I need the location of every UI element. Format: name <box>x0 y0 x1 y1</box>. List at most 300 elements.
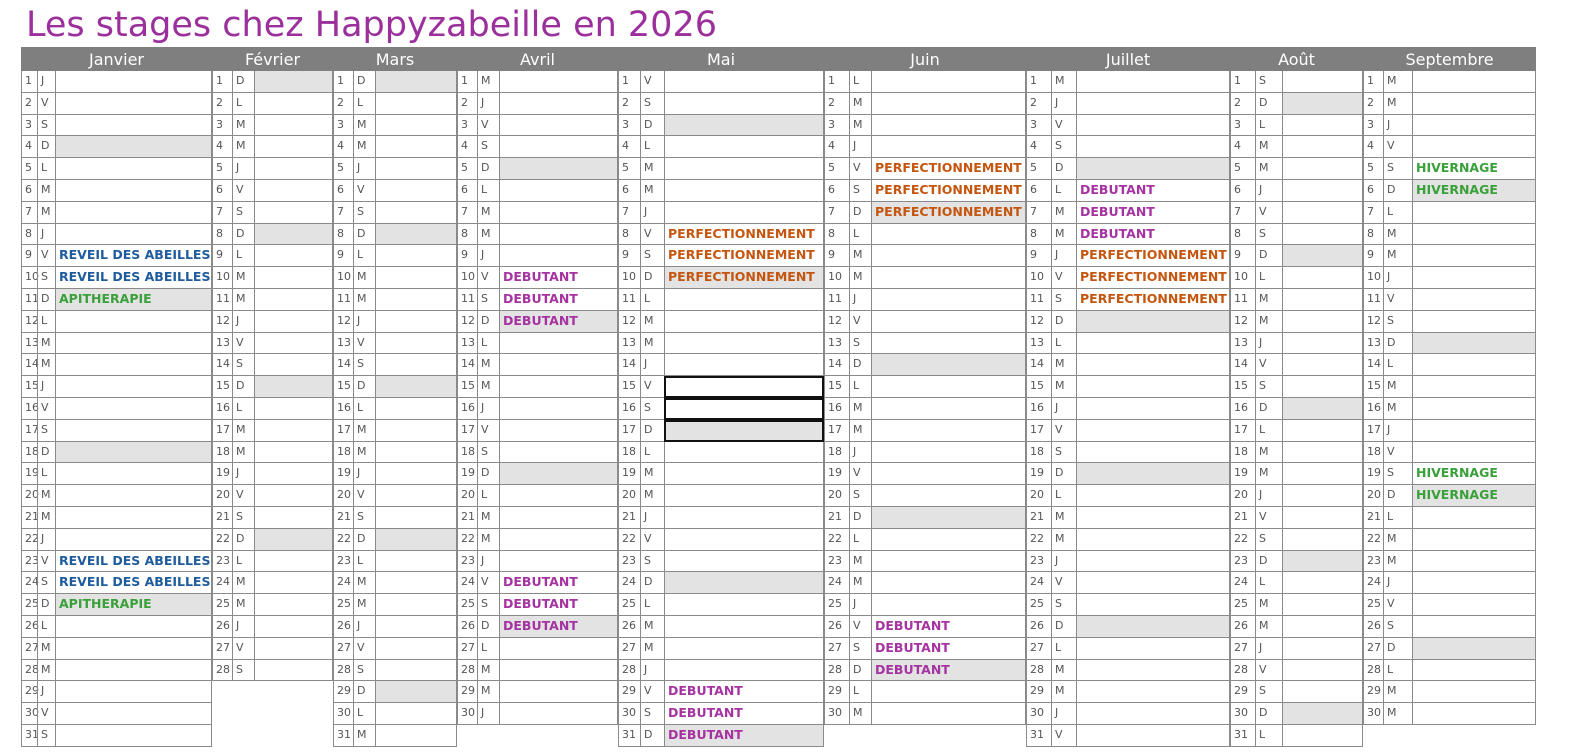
event-cell[interactable] <box>55 660 212 682</box>
event-cell[interactable] <box>375 485 457 507</box>
day-row[interactable] <box>457 158 618 180</box>
event-cell[interactable] <box>254 115 333 137</box>
event-cell[interactable] <box>1282 136 1363 158</box>
day-row[interactable] <box>212 551 333 573</box>
event-cell[interactable] <box>499 136 618 158</box>
event-cell[interactable] <box>664 202 824 224</box>
event-cell[interactable]: PERFECTIONNEMENT <box>1076 245 1230 267</box>
day-row[interactable] <box>457 224 618 246</box>
event-cell[interactable] <box>1076 463 1230 485</box>
event-cell[interactable] <box>55 333 212 355</box>
day-row[interactable] <box>1363 681 1536 703</box>
day-row[interactable] <box>457 245 618 267</box>
day-row[interactable] <box>333 354 457 376</box>
event-cell[interactable] <box>55 93 212 115</box>
day-row[interactable] <box>1230 93 1363 115</box>
day-row[interactable] <box>21 442 212 464</box>
day-row[interactable] <box>824 115 1026 137</box>
day-row[interactable] <box>457 681 618 703</box>
day-row[interactable] <box>212 594 333 616</box>
event-cell[interactable] <box>1076 681 1230 703</box>
event-cell[interactable] <box>1282 725 1363 747</box>
event-cell[interactable] <box>55 507 212 529</box>
event-cell[interactable] <box>664 485 824 507</box>
day-row[interactable] <box>824 507 1026 529</box>
day-row[interactable] <box>21 136 212 158</box>
day-row[interactable] <box>1230 267 1363 289</box>
day-row[interactable] <box>1363 202 1536 224</box>
day-row[interactable] <box>1230 638 1363 660</box>
event-cell[interactable] <box>1282 333 1363 355</box>
event-cell[interactable]: HIVERNAGE <box>1412 485 1536 507</box>
event-cell[interactable]: PERFECTIONNEMENT <box>1076 289 1230 311</box>
event-cell[interactable] <box>1412 660 1536 682</box>
day-row[interactable] <box>618 681 824 703</box>
day-row[interactable] <box>333 463 457 485</box>
event-cell[interactable] <box>664 180 824 202</box>
event-cell[interactable] <box>375 354 457 376</box>
event-cell[interactable] <box>1076 703 1230 725</box>
day-row[interactable] <box>212 616 333 638</box>
day-row[interactable] <box>333 507 457 529</box>
day-row[interactable] <box>1026 93 1230 115</box>
event-cell[interactable] <box>1412 93 1536 115</box>
event-cell[interactable] <box>871 376 1026 398</box>
day-row[interactable] <box>1230 681 1363 703</box>
event-cell[interactable]: DEBUTANT <box>664 703 824 725</box>
day-row[interactable] <box>824 93 1026 115</box>
event-cell[interactable] <box>55 703 212 725</box>
day-row[interactable] <box>1363 289 1536 311</box>
day-row[interactable] <box>212 398 333 420</box>
day-row[interactable] <box>212 442 333 464</box>
day-row[interactable] <box>212 660 333 682</box>
event-cell[interactable] <box>664 354 824 376</box>
event-cell[interactable] <box>375 463 457 485</box>
day-row[interactable] <box>1363 529 1536 551</box>
day-row[interactable] <box>212 245 333 267</box>
day-row[interactable] <box>618 485 824 507</box>
event-cell[interactable]: DEBUTANT <box>664 725 824 747</box>
event-cell[interactable] <box>55 158 212 180</box>
day-row[interactable] <box>1363 158 1536 180</box>
day-row[interactable] <box>1230 551 1363 573</box>
day-row[interactable] <box>21 289 212 311</box>
day-row[interactable] <box>21 638 212 660</box>
day-row[interactable] <box>618 551 824 573</box>
day-row[interactable] <box>1363 463 1536 485</box>
day-row[interactable] <box>1230 115 1363 137</box>
day-row[interactable] <box>1230 420 1363 442</box>
event-cell[interactable]: PERFECTIONNEMENT <box>664 267 824 289</box>
event-cell[interactable] <box>499 420 618 442</box>
day-row[interactable] <box>333 420 457 442</box>
event-cell[interactable] <box>499 638 618 660</box>
event-cell[interactable] <box>1412 507 1536 529</box>
event-cell[interactable] <box>1282 616 1363 638</box>
event-cell[interactable] <box>871 507 1026 529</box>
day-row[interactable] <box>824 71 1026 93</box>
event-cell[interactable] <box>499 376 618 398</box>
event-cell[interactable] <box>1282 289 1363 311</box>
event-cell[interactable]: DEBUTANT <box>664 681 824 703</box>
day-row[interactable] <box>333 333 457 355</box>
event-cell[interactable]: DEBUTANT <box>871 616 1026 638</box>
day-row[interactable] <box>21 463 212 485</box>
day-row[interactable] <box>1363 485 1536 507</box>
event-cell[interactable] <box>55 616 212 638</box>
day-row[interactable] <box>212 354 333 376</box>
event-cell[interactable] <box>871 93 1026 115</box>
day-row[interactable] <box>333 681 457 703</box>
event-cell[interactable] <box>55 463 212 485</box>
event-cell[interactable]: DEBUTANT <box>499 572 618 594</box>
event-cell[interactable] <box>1076 638 1230 660</box>
event-cell[interactable]: HIVERNAGE <box>1412 463 1536 485</box>
event-cell[interactable] <box>1282 463 1363 485</box>
day-row[interactable] <box>457 507 618 529</box>
day-row[interactable] <box>824 572 1026 594</box>
day-row[interactable] <box>21 333 212 355</box>
day-row[interactable] <box>457 376 618 398</box>
event-cell[interactable] <box>1282 202 1363 224</box>
day-row[interactable] <box>1230 202 1363 224</box>
day-row[interactable] <box>333 572 457 594</box>
event-cell[interactable] <box>55 354 212 376</box>
event-cell[interactable] <box>375 507 457 529</box>
event-cell[interactable] <box>254 529 333 551</box>
event-cell[interactable]: DEBUTANT <box>871 660 1026 682</box>
event-cell[interactable]: PERFECTIONNEMENT <box>871 158 1026 180</box>
event-cell[interactable] <box>254 311 333 333</box>
event-cell[interactable] <box>1412 224 1536 246</box>
day-row[interactable] <box>21 420 212 442</box>
event-cell[interactable] <box>871 572 1026 594</box>
day-row[interactable] <box>21 354 212 376</box>
day-row[interactable] <box>1026 354 1230 376</box>
event-cell[interactable] <box>254 333 333 355</box>
event-cell[interactable] <box>1076 485 1230 507</box>
event-cell[interactable]: PERFECTIONNEMENT <box>664 245 824 267</box>
day-row[interactable] <box>1230 725 1363 747</box>
day-row[interactable] <box>333 485 457 507</box>
day-row[interactable] <box>212 180 333 202</box>
day-row[interactable] <box>1363 420 1536 442</box>
event-cell[interactable] <box>499 93 618 115</box>
event-cell[interactable]: DEBUTANT <box>499 616 618 638</box>
day-row[interactable] <box>333 158 457 180</box>
event-cell[interactable] <box>55 180 212 202</box>
event-cell[interactable] <box>499 354 618 376</box>
day-row[interactable] <box>1026 289 1230 311</box>
event-cell[interactable] <box>375 681 457 703</box>
day-row[interactable] <box>212 224 333 246</box>
event-cell[interactable] <box>375 638 457 660</box>
event-cell[interactable] <box>55 224 212 246</box>
day-row[interactable] <box>212 71 333 93</box>
event-cell[interactable] <box>664 551 824 573</box>
day-row[interactable] <box>1026 224 1230 246</box>
event-cell[interactable] <box>871 681 1026 703</box>
event-cell[interactable] <box>1412 638 1536 660</box>
event-cell[interactable]: PERFECTIONNEMENT <box>1076 267 1230 289</box>
event-cell[interactable] <box>1282 681 1363 703</box>
event-cell[interactable] <box>1412 442 1536 464</box>
day-row[interactable] <box>618 420 824 442</box>
event-cell[interactable] <box>375 333 457 355</box>
day-row[interactable] <box>333 136 457 158</box>
event-cell[interactable] <box>1282 594 1363 616</box>
day-row[interactable] <box>1230 180 1363 202</box>
event-cell[interactable] <box>375 420 457 442</box>
day-row[interactable] <box>824 681 1026 703</box>
day-row[interactable] <box>212 420 333 442</box>
event-cell[interactable] <box>871 224 1026 246</box>
day-row[interactable] <box>333 180 457 202</box>
day-row[interactable] <box>1363 442 1536 464</box>
event-cell[interactable] <box>1076 71 1230 93</box>
day-row[interactable] <box>618 594 824 616</box>
event-cell[interactable] <box>1076 507 1230 529</box>
day-row[interactable] <box>1363 224 1536 246</box>
event-cell[interactable] <box>499 485 618 507</box>
event-cell[interactable]: HIVERNAGE <box>1412 180 1536 202</box>
event-cell[interactable] <box>1076 311 1230 333</box>
day-row[interactable] <box>457 71 618 93</box>
day-row[interactable] <box>1026 202 1230 224</box>
event-cell[interactable] <box>375 158 457 180</box>
day-row[interactable] <box>333 267 457 289</box>
day-row[interactable] <box>618 311 824 333</box>
event-cell[interactable]: DEBUTANT <box>499 289 618 311</box>
day-row[interactable] <box>1363 267 1536 289</box>
day-row[interactable] <box>212 311 333 333</box>
day-row[interactable] <box>1026 398 1230 420</box>
event-cell[interactable] <box>375 442 457 464</box>
day-row[interactable] <box>21 376 212 398</box>
event-cell[interactable] <box>1412 311 1536 333</box>
event-cell[interactable] <box>1412 245 1536 267</box>
day-row[interactable] <box>333 224 457 246</box>
day-row[interactable] <box>21 245 212 267</box>
day-row[interactable] <box>618 376 824 398</box>
day-row[interactable] <box>457 398 618 420</box>
event-cell[interactable] <box>1412 289 1536 311</box>
day-row[interactable] <box>212 202 333 224</box>
day-row[interactable] <box>21 551 212 573</box>
day-row[interactable] <box>212 136 333 158</box>
day-row[interactable] <box>21 224 212 246</box>
day-row[interactable] <box>1230 594 1363 616</box>
event-cell[interactable] <box>55 311 212 333</box>
event-cell[interactable] <box>499 442 618 464</box>
event-cell[interactable] <box>499 507 618 529</box>
day-row[interactable] <box>1363 311 1536 333</box>
event-cell[interactable] <box>1076 420 1230 442</box>
day-row[interactable] <box>618 158 824 180</box>
event-cell[interactable] <box>499 224 618 246</box>
event-cell[interactable] <box>1412 376 1536 398</box>
day-row[interactable] <box>1363 507 1536 529</box>
event-cell[interactable] <box>1412 333 1536 355</box>
day-row[interactable] <box>618 180 824 202</box>
day-row[interactable] <box>618 703 824 725</box>
event-cell[interactable] <box>1282 572 1363 594</box>
event-cell[interactable] <box>871 463 1026 485</box>
event-cell[interactable] <box>375 224 457 246</box>
day-row[interactable] <box>1363 71 1536 93</box>
day-row[interactable] <box>824 158 1026 180</box>
day-row[interactable] <box>21 594 212 616</box>
day-row[interactable] <box>1363 551 1536 573</box>
day-row[interactable] <box>1363 136 1536 158</box>
event-cell[interactable] <box>664 442 824 464</box>
event-cell[interactable] <box>664 136 824 158</box>
event-cell[interactable] <box>1282 485 1363 507</box>
event-cell[interactable] <box>55 442 212 464</box>
event-cell[interactable] <box>871 529 1026 551</box>
event-cell[interactable] <box>871 245 1026 267</box>
day-row[interactable] <box>457 485 618 507</box>
event-cell[interactable] <box>1282 442 1363 464</box>
day-row[interactable] <box>824 354 1026 376</box>
event-cell[interactable] <box>664 594 824 616</box>
event-cell[interactable] <box>1282 71 1363 93</box>
day-row[interactable] <box>457 594 618 616</box>
day-row[interactable] <box>1026 71 1230 93</box>
day-row[interactable] <box>824 202 1026 224</box>
event-cell[interactable] <box>254 616 333 638</box>
event-cell[interactable] <box>664 660 824 682</box>
day-row[interactable] <box>1230 485 1363 507</box>
day-row[interactable] <box>1026 463 1230 485</box>
event-cell[interactable] <box>1282 93 1363 115</box>
event-cell[interactable] <box>375 376 457 398</box>
event-cell[interactable] <box>1282 267 1363 289</box>
day-row[interactable] <box>21 529 212 551</box>
event-cell[interactable] <box>1076 158 1230 180</box>
event-cell[interactable] <box>254 180 333 202</box>
event-cell[interactable] <box>871 485 1026 507</box>
event-cell[interactable] <box>1412 267 1536 289</box>
day-row[interactable] <box>1363 354 1536 376</box>
event-cell[interactable] <box>664 616 824 638</box>
event-cell[interactable] <box>1412 420 1536 442</box>
event-cell[interactable] <box>1076 376 1230 398</box>
event-cell[interactable] <box>871 420 1026 442</box>
day-row[interactable] <box>824 289 1026 311</box>
day-row[interactable] <box>618 616 824 638</box>
day-row[interactable] <box>618 398 824 420</box>
event-cell[interactable] <box>254 551 333 573</box>
event-cell[interactable] <box>664 507 824 529</box>
event-cell[interactable] <box>55 725 212 747</box>
day-row[interactable] <box>21 202 212 224</box>
day-row[interactable] <box>457 202 618 224</box>
day-row[interactable] <box>457 660 618 682</box>
day-row[interactable] <box>457 267 618 289</box>
event-cell[interactable]: REVEIL DES ABEILLES <box>55 572 212 594</box>
day-row[interactable] <box>212 376 333 398</box>
event-cell[interactable] <box>1282 376 1363 398</box>
day-row[interactable] <box>1363 594 1536 616</box>
event-cell[interactable] <box>1412 681 1536 703</box>
day-row[interactable] <box>1363 180 1536 202</box>
day-row[interactable] <box>457 638 618 660</box>
event-cell[interactable] <box>55 376 212 398</box>
event-cell[interactable] <box>254 398 333 420</box>
event-cell[interactable]: APITHERAPIE <box>55 289 212 311</box>
day-row[interactable] <box>212 507 333 529</box>
event-cell[interactable] <box>1076 616 1230 638</box>
day-row[interactable] <box>333 638 457 660</box>
event-cell[interactable]: DEBUTANT <box>499 594 618 616</box>
event-cell[interactable] <box>1282 158 1363 180</box>
day-row[interactable] <box>21 180 212 202</box>
event-cell[interactable]: APITHERAPIE <box>55 594 212 616</box>
day-row[interactable] <box>1026 115 1230 137</box>
event-cell[interactable] <box>1282 703 1363 725</box>
event-cell[interactable] <box>375 572 457 594</box>
event-cell[interactable] <box>1412 398 1536 420</box>
day-row[interactable] <box>457 136 618 158</box>
day-row[interactable] <box>21 115 212 137</box>
event-cell[interactable] <box>254 594 333 616</box>
event-cell[interactable] <box>1282 224 1363 246</box>
day-row[interactable] <box>1230 136 1363 158</box>
event-cell[interactable] <box>55 485 212 507</box>
day-row[interactable] <box>333 616 457 638</box>
event-cell[interactable] <box>1282 638 1363 660</box>
day-row[interactable] <box>333 660 457 682</box>
event-cell[interactable] <box>1412 529 1536 551</box>
day-row[interactable] <box>333 245 457 267</box>
event-cell[interactable] <box>664 463 824 485</box>
event-cell[interactable] <box>375 93 457 115</box>
day-row[interactable] <box>21 681 212 703</box>
event-cell[interactable] <box>1076 398 1230 420</box>
day-row[interactable] <box>21 398 212 420</box>
day-row[interactable] <box>618 333 824 355</box>
event-cell[interactable] <box>254 158 333 180</box>
day-row[interactable] <box>824 551 1026 573</box>
event-cell[interactable] <box>375 311 457 333</box>
event-cell[interactable] <box>664 71 824 93</box>
day-row[interactable] <box>1363 376 1536 398</box>
day-row[interactable] <box>618 660 824 682</box>
event-cell[interactable] <box>871 311 1026 333</box>
day-row[interactable] <box>212 93 333 115</box>
day-row[interactable] <box>1230 376 1363 398</box>
event-cell[interactable] <box>664 398 824 420</box>
day-row[interactable] <box>618 289 824 311</box>
day-row[interactable] <box>457 572 618 594</box>
day-row[interactable] <box>21 725 212 747</box>
day-row[interactable] <box>824 267 1026 289</box>
day-row[interactable] <box>21 311 212 333</box>
event-cell[interactable] <box>664 311 824 333</box>
event-cell[interactable] <box>1412 354 1536 376</box>
event-cell[interactable]: DEBUTANT <box>1076 224 1230 246</box>
event-cell[interactable] <box>254 202 333 224</box>
event-cell[interactable] <box>1282 551 1363 573</box>
event-cell[interactable] <box>1412 71 1536 93</box>
day-row[interactable] <box>1363 638 1536 660</box>
day-row[interactable] <box>1363 398 1536 420</box>
day-row[interactable] <box>1026 158 1230 180</box>
event-cell[interactable] <box>664 638 824 660</box>
day-row[interactable] <box>1363 660 1536 682</box>
